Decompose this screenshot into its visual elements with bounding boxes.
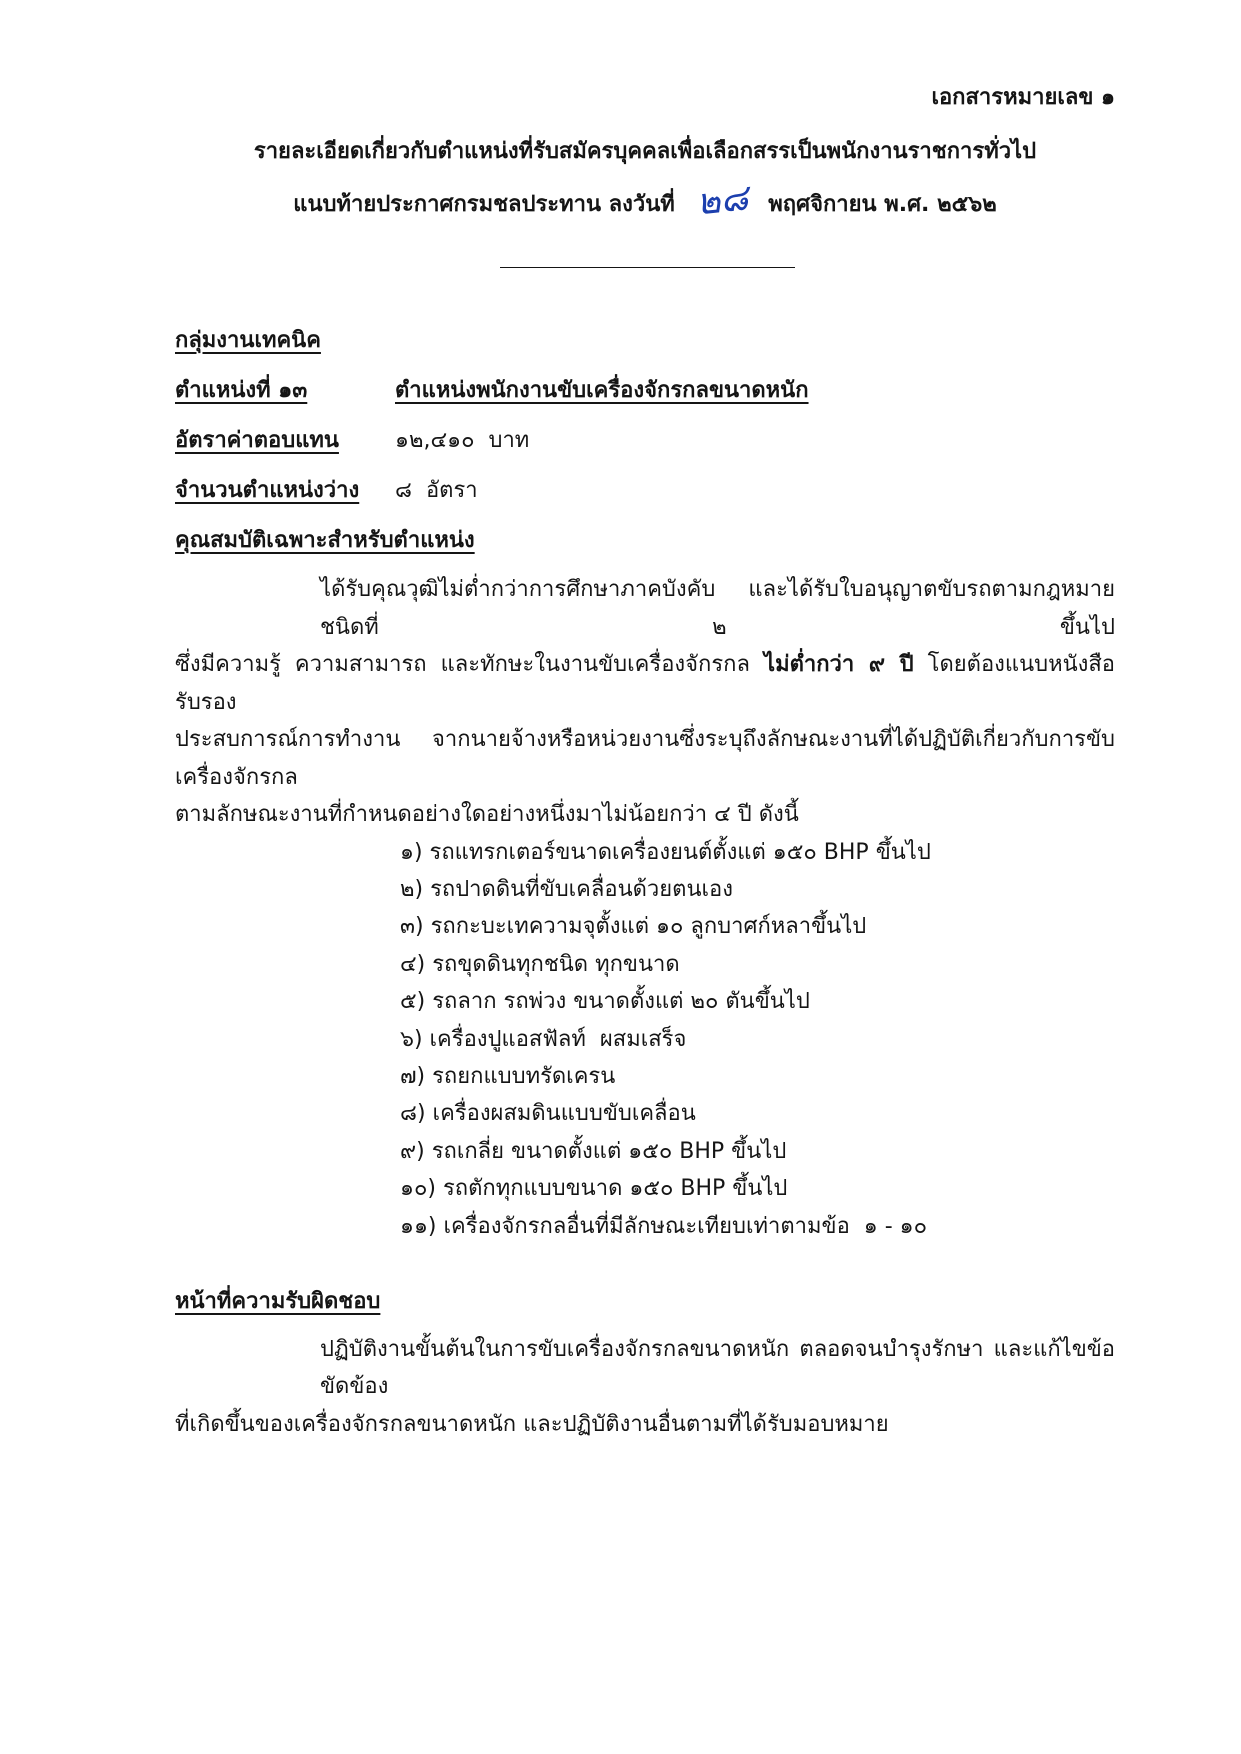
list-item: ๔) รถขุดดินทุกชนิด ทุกขนาด xyxy=(400,951,680,977)
duties-line-2: ที่เกิดขึ้นของเครื่องจักรกลขนาดหนัก และปฏิบัติงานอื่นตามที่ได้รับมอบหมาย xyxy=(175,1411,889,1437)
vacancy-label: จำนวนตำแหน่งว่าง xyxy=(175,478,360,503)
duties-paragraph xyxy=(175,1331,1115,1444)
subtitle-suffix: พฤศจิกายน พ.ศ. ๒๕๖๒ xyxy=(768,192,997,217)
qualifications-heading-row xyxy=(175,516,1115,566)
list-item: ๘) เครื่องผสมดินแบบขับเคลื่อน xyxy=(400,1101,696,1127)
position-number-row xyxy=(175,366,1115,416)
duties-heading-row xyxy=(175,1283,1115,1321)
rate-row xyxy=(175,416,1115,466)
qualifications-line-4: ตามลักษณะงานที่กำหนดอย่างใดอย่างหนึ่งมาไม่น้อยกว่า ๔ ปี ดังนี้ xyxy=(175,802,799,827)
list-item: ๓) รถกะบะเทความจุตั้งแต่ ๑๐ ลูกบาศก์หลาขึ้นไป xyxy=(400,914,867,940)
document-body xyxy=(175,316,1115,1443)
document-number: เอกสารหมายเลข ๑ xyxy=(931,85,1115,110)
list-item: ๑๑) เครื่องจักรกลอื่นที่มีลักษณะเทียบเท่าตามข้อ ๑ - ๑๐ xyxy=(400,1213,928,1239)
list-item: ๑๐) รถตักทุกแบบขนาด ๑๕๐ BHP ขึ้นไป xyxy=(400,1176,788,1202)
group-heading-row xyxy=(175,316,1115,366)
rate-label: อัตราค่าตอบแทน xyxy=(175,428,339,453)
list-item: ๕) รถลาก รถพ่วง ขนาดตั้งแต่ ๒๐ ตันขึ้นไป xyxy=(400,989,810,1015)
list-item: ๖) เครื่องปูแอสฟัลท์ ผสมเสร็จ xyxy=(400,1026,687,1052)
qualifications-paragraph xyxy=(175,571,1115,834)
subtitle-prefix: แนบท้ายประกาศกรมชลประทาน ลงวันที่ xyxy=(293,192,675,217)
qualifications-line-3: ประสบการณ์การทำงาน จากนายจ้างหรือหน่วยงานซึ่งระบุถึงลักษณะงานที่ได้ปฏิบัติเกี่ยวกับการขับเครื่องจักรกล xyxy=(175,727,1115,790)
list-item: ๑) รถแทรกเตอร์ขนาดเครื่องยนต์ตั้งแต่ ๑๕๐ BHP ขึ้นไป xyxy=(400,839,931,865)
qualifications-line-2 xyxy=(175,646,1115,721)
list-item: ๗) รถยกแบบทรัดเครน xyxy=(400,1063,616,1089)
duties-line-1: ปฏิบัติงานขั้นต้นในการขับเครื่องจักรกลขนาดหนัก ตลอดจนบำรุงรักษา และแก้ไขข้อขัดข้อง xyxy=(320,1336,1115,1400)
position-title: ตำแหน่งพนักงานขับเครื่องจักรกลขนาดหนัก xyxy=(395,378,809,403)
qualifications-line-2-tail: โดยต้องแนบหนังสือรับรอง xyxy=(175,652,1115,715)
group-heading: กลุ่มงานเทคนิค xyxy=(175,328,321,353)
rate-value: ๑๒,๔๑๐ บาท xyxy=(395,428,530,453)
qualifications-line-1: ได้รับคุณวุฒิไม่ต่ำกว่าการศึกษาภาคบังคับ และได้รับใบอนุญาตขับรถตามกฎหมาย ชนิดที่ ๒ ขึ้นไป xyxy=(320,577,1115,640)
machinery-list xyxy=(175,834,1115,1245)
list-item: ๙) รถเกลี่ย ขนาดตั้งแต่ ๑๕๐ BHP ขึ้นไป xyxy=(400,1138,787,1164)
vacancy-row xyxy=(175,466,1115,516)
position-number-label: ตำแหน่งที่ ๑๓ xyxy=(175,378,308,403)
document-title: รายละเอียดเกี่ยวกับตำแหน่งที่รับสมัครบุคคลเพื่อเลือกสรรเป็นพนักงานราชการทั่วไป xyxy=(253,139,1037,164)
list-item: ๒) รถปาดดินที่ขับเคลื่อนด้วยตนเอง xyxy=(400,876,733,902)
qualifications-heading: คุณสมบัติเฉพาะสำหรับตำแหน่ง xyxy=(175,528,475,553)
vacancy-value: ๘ อัตรา xyxy=(395,478,478,503)
qualifications-line-2-text: ซึ่งมีความรู้ ความสามารถ และทักษะในงานขับเครื่องจักรกล xyxy=(175,652,750,677)
qualifications-experience-requirement: ไม่ต่ำกว่า ๙ ปี xyxy=(764,652,914,677)
handwritten-date-day: ๒๘ xyxy=(694,177,750,224)
document-subtitle xyxy=(175,177,1115,228)
duties-heading: หน้าที่ความรับผิดชอบ xyxy=(175,1288,381,1314)
title-divider xyxy=(500,267,795,268)
